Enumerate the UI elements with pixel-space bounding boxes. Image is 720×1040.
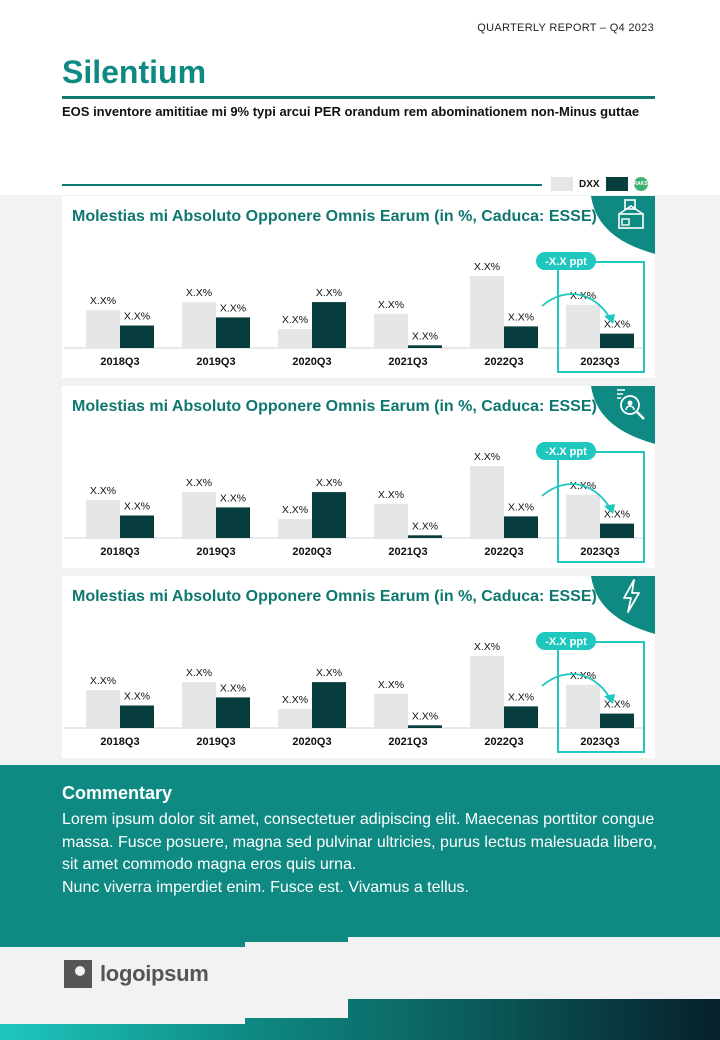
data-label: X.X% [281, 504, 309, 517]
bar [408, 345, 442, 348]
data-label: X.X% [603, 698, 631, 711]
page-subtitle: EOS inventore amititiae mi 9% typi arcui PER orandum rem abominationem non-Minus guttae [62, 104, 640, 119]
x-tick-label: 2022Q3 [484, 356, 524, 368]
data-label: X.X% [315, 477, 343, 490]
chart-corner-badge [591, 576, 655, 634]
x-tick-label: 2022Q3 [484, 736, 524, 748]
data-label: X.X% [569, 479, 597, 492]
bar [120, 516, 154, 539]
data-label: X.X% [219, 302, 247, 315]
data-label: X.X% [315, 667, 343, 680]
data-label: X.X% [569, 289, 597, 302]
x-tick-label: 2021Q3 [388, 736, 428, 748]
data-label: X.X% [281, 694, 309, 707]
bar [470, 276, 504, 348]
data-label: X.X% [507, 311, 535, 324]
bar [408, 725, 442, 728]
data-label: X.X% [89, 295, 117, 308]
x-tick-label: 2019Q3 [196, 546, 236, 558]
bar [566, 305, 600, 348]
x-tick-label: 2019Q3 [196, 736, 236, 748]
data-label: X.X% [185, 667, 213, 680]
bar [504, 516, 538, 538]
legend-divider [62, 184, 542, 186]
x-tick-label: 2020Q3 [292, 546, 332, 558]
bar [374, 314, 408, 348]
x-tick-label: 2019Q3 [196, 356, 236, 368]
callout-text: -X.X ppt [545, 446, 587, 458]
data-label: X.X% [185, 287, 213, 300]
data-label: X.X% [219, 492, 247, 505]
bar [312, 492, 346, 538]
data-label: X.X% [603, 508, 631, 521]
x-tick-label: 2021Q3 [388, 356, 428, 368]
data-label: X.X% [89, 675, 117, 688]
bar [182, 682, 216, 728]
chart-panel-1 [62, 196, 655, 378]
commentary-section [0, 765, 720, 937]
data-label: X.X% [123, 310, 151, 323]
x-tick-label: 2022Q3 [484, 546, 524, 558]
legend-swatch-light [551, 177, 573, 191]
bar [504, 326, 538, 348]
x-tick-label: 2023Q3 [580, 546, 620, 558]
callout-text: -X.X ppt [545, 636, 587, 648]
logo-text: logoipsum [100, 961, 209, 986]
commentary-line-1: Lorem ipsum dolor sit amet, consectetuer adipiscing elit. Maecenas porttitor congue massa. Fusce posuere, magna sed pulvinar ultricies, purus lectus malesuada libero, sit amet commodo magna eros quis urna. [62, 811, 657, 873]
title-divider [62, 96, 655, 99]
bar [182, 492, 216, 538]
x-tick-label: 2021Q3 [388, 546, 428, 558]
legend-badge-icon: RAKS [634, 177, 648, 191]
bar [216, 697, 250, 728]
bar [504, 706, 538, 728]
data-label: X.X% [377, 488, 405, 501]
page-title: Silentium [62, 54, 207, 90]
bar [86, 690, 120, 728]
bar [312, 302, 346, 348]
bar [374, 694, 408, 728]
data-label: X.X% [569, 669, 597, 682]
data-label: X.X% [281, 314, 309, 327]
x-tick-label: 2023Q3 [580, 736, 620, 748]
chart-corner-badge [591, 386, 655, 444]
bar [86, 310, 120, 348]
chart-panel-3 [62, 576, 655, 758]
legend-label: DXX [579, 178, 600, 190]
chart-title: Molestias mi Absoluto Opponere Omnis Earum (in %, Caduca: ESSE) [72, 588, 597, 605]
bar [600, 524, 634, 538]
commentary-heading: Commentary [62, 783, 173, 803]
data-label: X.X% [473, 641, 501, 653]
bar [120, 706, 154, 729]
data-label: X.X% [507, 691, 535, 704]
x-tick-label: 2018Q3 [100, 546, 140, 558]
x-tick-label: 2018Q3 [100, 736, 140, 748]
company-logo [62, 958, 209, 990]
data-label: X.X% [411, 520, 439, 533]
bar [374, 504, 408, 538]
bar [566, 495, 600, 538]
data-label: X.X% [411, 330, 439, 343]
data-label: X.X% [377, 678, 405, 691]
commentary-body [62, 809, 662, 899]
data-label: X.X% [185, 477, 213, 490]
x-tick-label: 2018Q3 [100, 356, 140, 368]
data-label: X.X% [315, 287, 343, 300]
bar [470, 466, 504, 538]
data-label: X.X% [123, 500, 151, 513]
data-label: X.X% [473, 451, 501, 463]
bar [408, 535, 442, 538]
bar [566, 685, 600, 728]
bar [470, 656, 504, 728]
legend-swatch-dark [606, 177, 628, 191]
bar [216, 507, 250, 538]
chart-panel-2 [62, 386, 655, 568]
data-label: X.X% [123, 690, 151, 703]
data-label: X.X% [219, 682, 247, 695]
bar [182, 302, 216, 348]
bar [278, 519, 312, 538]
logo-icon [62, 958, 94, 990]
data-label: X.X% [377, 298, 405, 311]
data-label: X.X% [473, 261, 501, 273]
bar [312, 682, 346, 728]
x-tick-label: 2020Q3 [292, 736, 332, 748]
bar [600, 714, 634, 728]
bar [120, 326, 154, 349]
legend [551, 176, 648, 192]
bar [86, 500, 120, 538]
bar [278, 329, 312, 348]
bar [216, 317, 250, 348]
chart-title: Molestias mi Absoluto Opponere Omnis Earum (in %, Caduca: ESSE) [72, 398, 597, 415]
bar [278, 709, 312, 728]
data-label: X.X% [603, 318, 631, 331]
data-label: X.X% [89, 485, 117, 498]
data-label: X.X% [411, 710, 439, 723]
data-label: X.X% [507, 501, 535, 514]
callout-text: -X.X ppt [545, 256, 587, 268]
x-tick-label: 2020Q3 [292, 356, 332, 368]
bar [600, 334, 634, 348]
chart-title: Molestias mi Absoluto Opponere Omnis Earum (in %, Caduca: ESSE) [72, 208, 597, 225]
commentary-line-2: Nunc viverra imperdiet enim. Fusce est. Vivamus a tellus. [62, 878, 469, 896]
x-tick-label: 2023Q3 [580, 356, 620, 368]
report-tag: QUARTERLY REPORT – Q4 2023 [477, 22, 654, 34]
